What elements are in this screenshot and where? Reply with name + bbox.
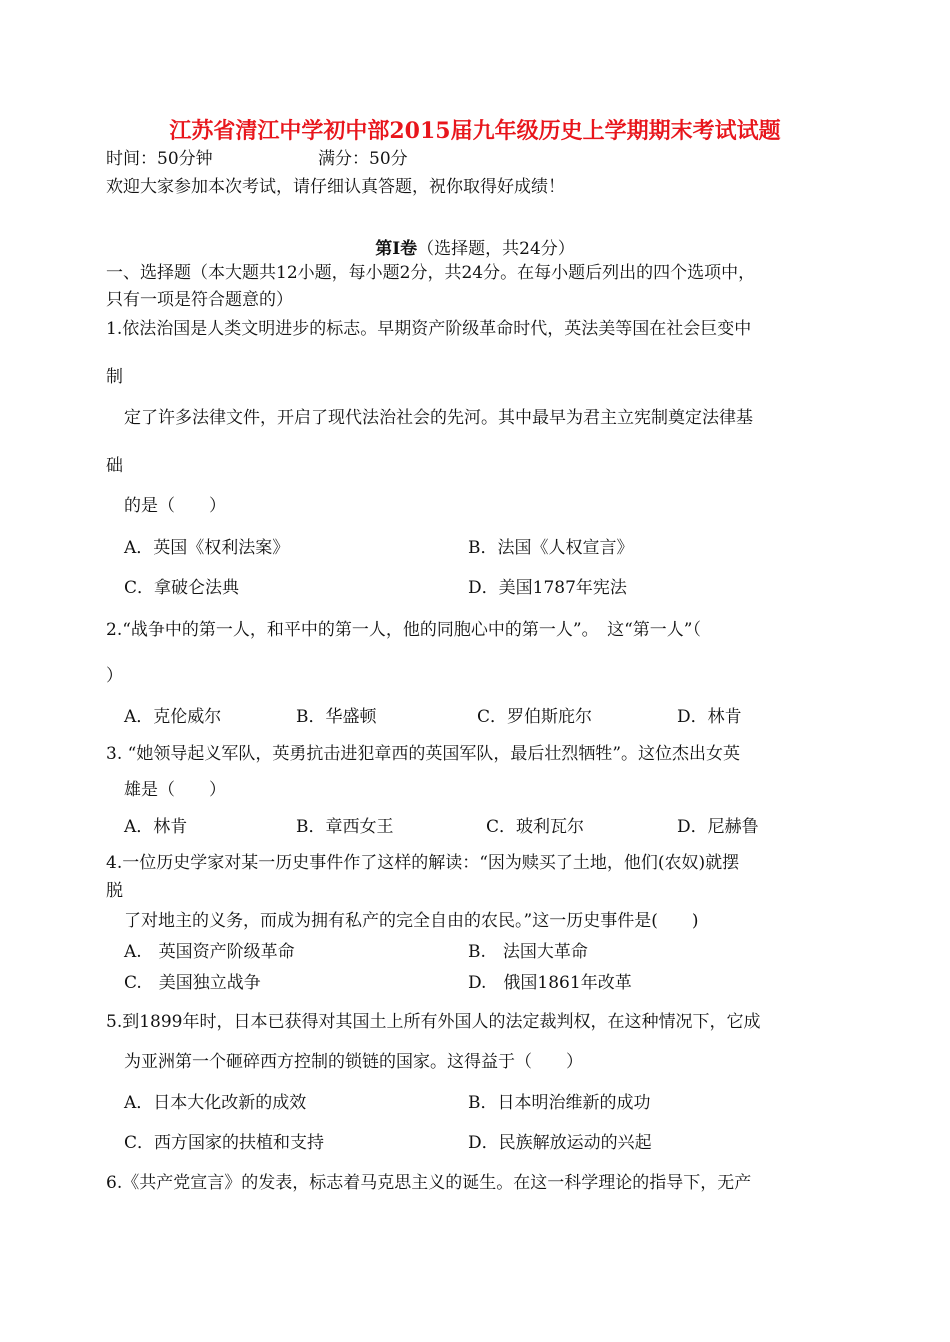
exam-time: 时间：50分钟: [106, 149, 213, 169]
section-heading: [0, 234, 950, 259]
question-1-line-3: 定了许多法律文件，开启了现代法治社会的先河。其中最早为君主立宪制奠定法律基: [124, 408, 753, 428]
question-2-option-c: C．罗伯斯庇尔: [477, 707, 593, 727]
exam-title: 江苏省清江中学初中部2015届九年级历史上学期期末考试试题: [169, 118, 781, 144]
question-1-option-d: D．美国1787年宪法: [468, 578, 627, 598]
question-3-option-d: D．尼赫鲁: [677, 817, 759, 837]
question-6-line-1: 6.《共产党宣言》的发表，标志着马克思主义的诞生。在这一科学理论的指导下，无产: [106, 1173, 752, 1193]
question-5-option-a: A．日本大化改新的成效: [124, 1093, 307, 1113]
question-3-option-a: A．林肯: [124, 817, 188, 837]
question-1-option-b: B．法国《人权宣言》: [468, 538, 634, 558]
welcome-text: 欢迎大家参加本次考试，请仔细认真答题，祝你取得好成绩！: [106, 177, 565, 197]
question-2-option-b: B．华盛顿: [296, 707, 377, 727]
section-heading-rest: （选择题，共24分）: [417, 239, 575, 259]
question-4-line-3: 了对地主的义务，而成为拥有私产的完全自由的农民。”这一历史事件是( ): [124, 911, 699, 931]
question-2-line-2: ）: [106, 666, 123, 686]
question-5-option-c: C．西方国家的扶植和支持: [124, 1133, 325, 1153]
question-1-line-2: 制: [106, 367, 123, 387]
question-4-option-d: D. 俄国1861年改革: [468, 973, 632, 993]
question-4-line-2: 脱: [106, 881, 123, 901]
exam-score: 满分：50分: [318, 149, 408, 169]
question-1-option-c: C．拿破仑法典: [124, 578, 240, 598]
question-4-option-a: A. 英国资产阶级革命: [124, 942, 295, 962]
question-4-option-b: B. 法国大革命: [468, 942, 588, 962]
question-2-option-a: A．克伦威尔: [124, 707, 222, 727]
question-3-option-b: B．章西女王: [296, 817, 394, 837]
question-4-option-c: C. 美国独立战争: [124, 973, 261, 993]
question-2-line-1: 2.“战争中的第一人，和平中的第一人，他的同胞心中的第一人”。 这“第一人”（: [106, 620, 701, 640]
question-1-line-5: 的是（ ）: [124, 496, 226, 516]
question-5-line-1: 5.到1899年时，日本已获得对其国土上所有外国人的法定裁判权，在这种情况下，它成: [106, 1012, 761, 1032]
question-3-option-c: C．玻利瓦尔: [486, 817, 585, 837]
question-5-line-2: 为亚洲第一个砸碎西方控制的锁链的国家。这得益于（ ）: [124, 1052, 583, 1072]
question-1-option-a: A．英国《权利法案》: [124, 538, 290, 558]
instructions-line-2: 只有一项是符合题意的）: [106, 290, 293, 310]
question-2-option-d: D．林肯: [677, 707, 742, 727]
instructions-line-1: 一、选择题（本大题共12小题，每小题2分，共24分。在每小题后列出的四个选项中，: [106, 263, 756, 283]
question-5-option-b: B．日本明治维新的成功: [468, 1093, 651, 1113]
question-3-line-1: 3. “她领导起义军队，英勇抗击进犯章西的英国军队，最后壮烈牺牲”。这位杰出女英: [106, 744, 741, 764]
section-heading-bold: 第Ⅰ卷: [375, 239, 418, 259]
question-3-line-2: 雄是（ ）: [124, 780, 226, 800]
question-1-line-1: 1.依法治国是人类文明进步的标志。早期资产阶级革命时代，英法美等国在社会巨变中: [106, 319, 752, 339]
question-4-line-1: 4.一位历史学家对某一历史事件作了这样的解读：“因为赎买了土地，他们(农奴)就摆: [106, 853, 740, 873]
question-1-line-4: 础: [106, 456, 123, 476]
question-5-option-d: D．民族解放运动的兴起: [468, 1133, 652, 1153]
